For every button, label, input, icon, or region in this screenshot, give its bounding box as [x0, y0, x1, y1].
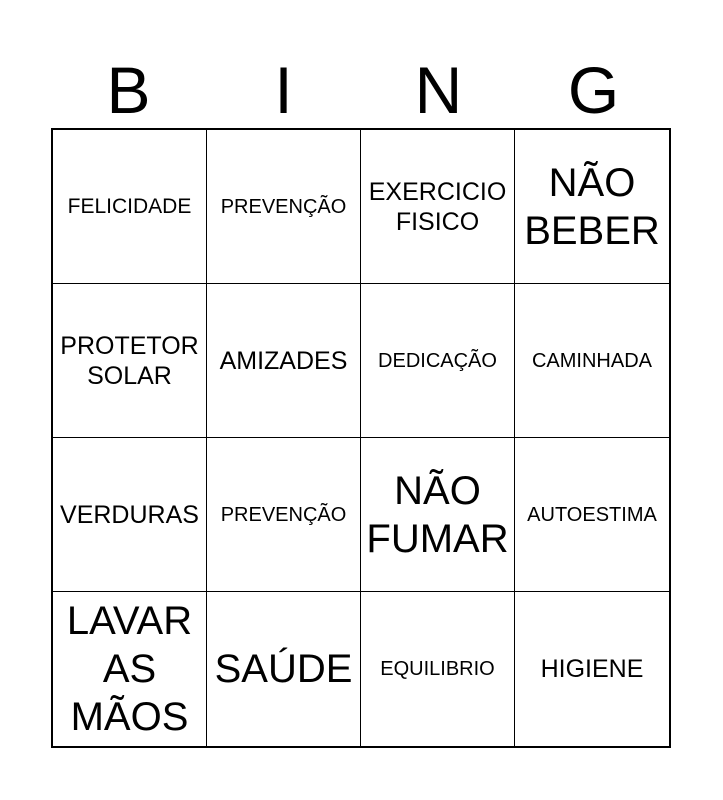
- bingo-cell[interactable]: [361, 592, 515, 746]
- bingo-cell[interactable]: [53, 592, 207, 746]
- bingo-cell[interactable]: [207, 592, 361, 746]
- bingo-cell[interactable]: [53, 284, 207, 438]
- cell-label: NÃO FUMAR: [366, 468, 509, 561]
- cell-label: AUTOESTIMA: [527, 503, 657, 526]
- bingo-cell[interactable]: [361, 130, 515, 284]
- header-letter-i: I: [274, 53, 293, 127]
- cell-label: NÃO BEBER: [524, 160, 660, 253]
- cell-label: PREVENÇÃO: [220, 503, 347, 526]
- bingo-cell[interactable]: [53, 438, 207, 592]
- cell-label: DEDICAÇÃO: [378, 349, 497, 372]
- cell-label: AMIZADES: [219, 346, 348, 375]
- cell-label: SAÚDE: [214, 647, 353, 691]
- bingo-cell[interactable]: [207, 284, 361, 438]
- header-letter-g: G: [567, 53, 620, 127]
- cell-label: PROTETOR SOLAR: [60, 331, 199, 390]
- bingo-cell[interactable]: [361, 284, 515, 438]
- cell-label: PREVENÇÃO: [220, 195, 347, 218]
- bingo-cell[interactable]: [207, 130, 361, 284]
- cell-label: LAVAR AS MÃOS: [66, 599, 193, 739]
- cell-label: EXERCICIO FISICO: [368, 177, 507, 236]
- bingo-cell[interactable]: [53, 130, 207, 284]
- bingo-grid: [51, 128, 671, 748]
- bingo-cell[interactable]: [515, 592, 669, 746]
- header-letter-b: B: [106, 53, 151, 127]
- cell-label: CAMINHADA: [531, 349, 652, 372]
- bingo-cell[interactable]: [361, 438, 515, 592]
- header-letter-n: N: [414, 53, 463, 127]
- bingo-cell[interactable]: [515, 438, 669, 592]
- bingo-cell[interactable]: [515, 130, 669, 284]
- cell-label: VERDURAS: [60, 500, 199, 529]
- cell-label: FELICIDADE: [67, 194, 192, 218]
- bingo-cell[interactable]: [515, 284, 669, 438]
- bingo-cell[interactable]: [207, 438, 361, 592]
- cell-label: HIGIENE: [540, 655, 644, 683]
- bingo-header: [51, 52, 671, 128]
- cell-label: EQUILIBRIO: [380, 658, 495, 680]
